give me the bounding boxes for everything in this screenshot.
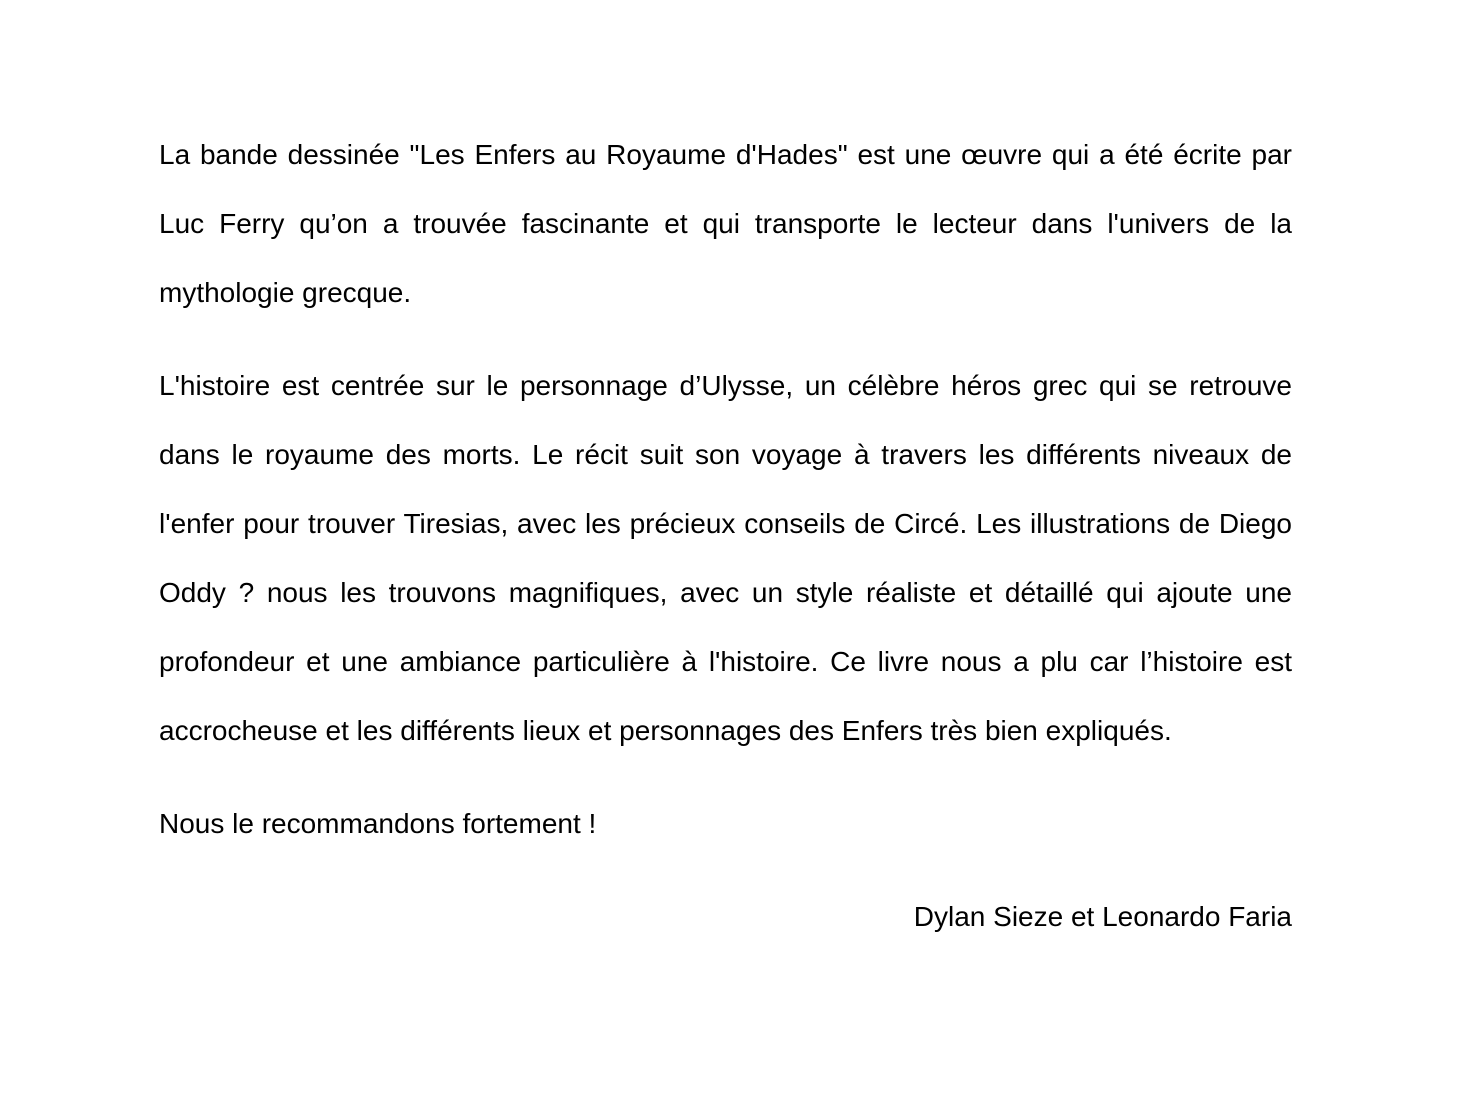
paragraph-intro: La bande dessinée "Les Enfers au Royaume d'Hades" est une œuvre qui a été écrite par Luc Ferry qu’on a trouvée fascinante et qui transporte le lecteur dans l'univers de la mythologie grecque. bbox=[159, 139, 1292, 308]
paragraph-recommendation: Nous le recommandons fortement ! bbox=[159, 808, 597, 839]
document-page bbox=[159, 120, 1292, 951]
paragraph-story: L'histoire est centrée sur le personnage d’Ulysse, un célèbre héros grec qui se retrouve dans le royaume des morts. Le récit suit son voyage à travers les différents niveaux de l'enfer pour trouver Tiresias, avec les précieux conseils de Circé. Les illustrations de Diego Oddy ? nous les trouvons magnifiques, avec un style réaliste et détaillé qui ajoute une profondeur et une ambiance particulière à l'histoire. Ce livre nous a plu car l’histoire est accrocheuse et les différents lieux et personnages des Enfers très bien expliqués. bbox=[159, 370, 1292, 746]
author-signature: Dylan Sieze et Leonardo Faria bbox=[913, 901, 1292, 932]
